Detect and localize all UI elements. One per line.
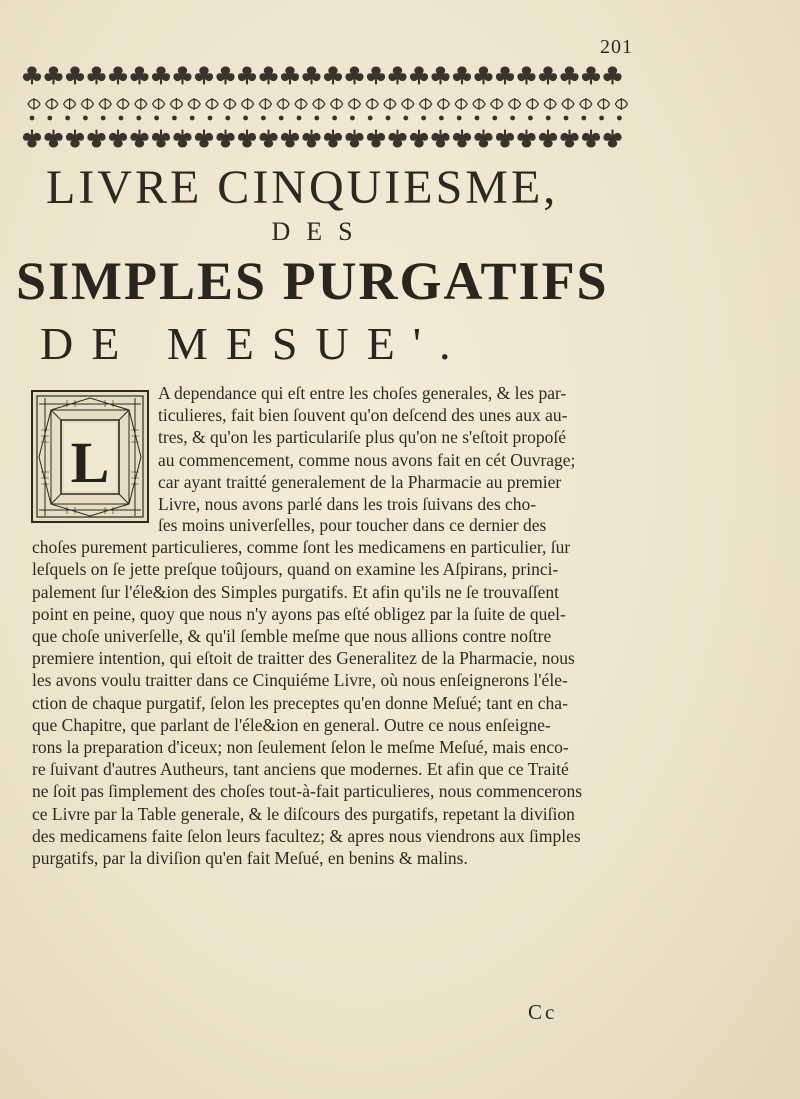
text-line: les avons voulu traitter dans ce Cinquiéme Livre, où nous enſeignerons l'éle-	[32, 670, 568, 691]
text-line: ſes moins univerſelles, pour toucher dans ce dernier des	[158, 515, 547, 535]
title-simples-purgatifs: SIMPLES PURGATIFS	[16, 251, 609, 311]
text-line: au commencement, comme nous avons fait en cét Ouvrage;	[158, 449, 576, 470]
text-line: ticulieres, fait bien ſouvent qu'on deſcend des unes aux au-	[158, 405, 568, 426]
text-line: A dependance qui eſt entre les choſes generales, & les par-	[158, 383, 567, 403]
text-line: rons la preparation d'iceux; non ſeulement ſelon le meſme Meſué, mais enco-	[32, 737, 569, 758]
text-line: point en peine, quoy que nous n'y ayons pas eſté obligez par la ſuite de quel-	[32, 603, 566, 624]
text-line: tres, & qu'on les particulariſe plus qu'on ne s'eſtoit propoſé	[158, 427, 566, 448]
text-line: re ſuivant d'autres Autheurs, tant anciens que modernes. Et afin que ce Traité	[32, 759, 569, 780]
text-line: que choſe univerſelle, & qu'il ſemble meſme que nous allions contre noſtre	[32, 626, 552, 647]
text-line: choſes purement particulieres, comme ſont les medicamens en particulier, ſur	[32, 537, 571, 558]
text-line: ction de chaque purgatif, ſelon les preceptes qu'en donne Meſué; tant en cha-	[32, 692, 568, 713]
text-line: premiere intention, qui eſtoit de traitter des Generalitez de la Pharmacie, nous	[32, 648, 575, 669]
text-line: purgatifs, par la diviſion qu'en fait Meſué, en benins & malins.	[32, 848, 468, 869]
title-des: DES	[271, 217, 369, 246]
text-line: ce Livre par la Table generale, & le diſcours des purgatifs, repetant la diviſion	[32, 803, 575, 824]
title-de-mesue: DE MESUE'.	[40, 318, 469, 369]
drop-cap-initial	[31, 390, 149, 523]
text-line: des medicamens faite ſelon leurs facultez; & apres nous viendrons aux ſimples	[32, 825, 581, 846]
text-line: leſquels on ſe jette preſque toûjours, quand on examine les Aſpirans, princi-	[32, 559, 559, 580]
text-line: Livre, nous avons parlé dans les trois ſuivans des cho-	[158, 494, 537, 515]
headpiece-ornament	[18, 62, 630, 152]
body-paragraph	[32, 514, 630, 869]
opening-paragraph	[158, 382, 628, 515]
drop-cap-letter: L	[70, 430, 110, 495]
signature-mark: Cc	[528, 1000, 558, 1024]
book-title: LIVRE CINQUIESME,	[46, 161, 559, 214]
text-line: car ayant traitté generalement de la Pharmacie au premier	[158, 471, 562, 492]
page-number: 201	[600, 36, 633, 58]
text-line: palement ſur l'éle&ion des Simples purgatifs. Et afin qu'ils ne ſe trouvaſſent	[32, 581, 559, 602]
text-line: ne ſoit pas ſimplement des choſes tout-à-fait particulieres, nous commencerons	[32, 781, 583, 802]
text-line: que Chapitre, que parlant de l'éle&ion en general. Outre ce nous enſeigne-	[32, 714, 551, 735]
